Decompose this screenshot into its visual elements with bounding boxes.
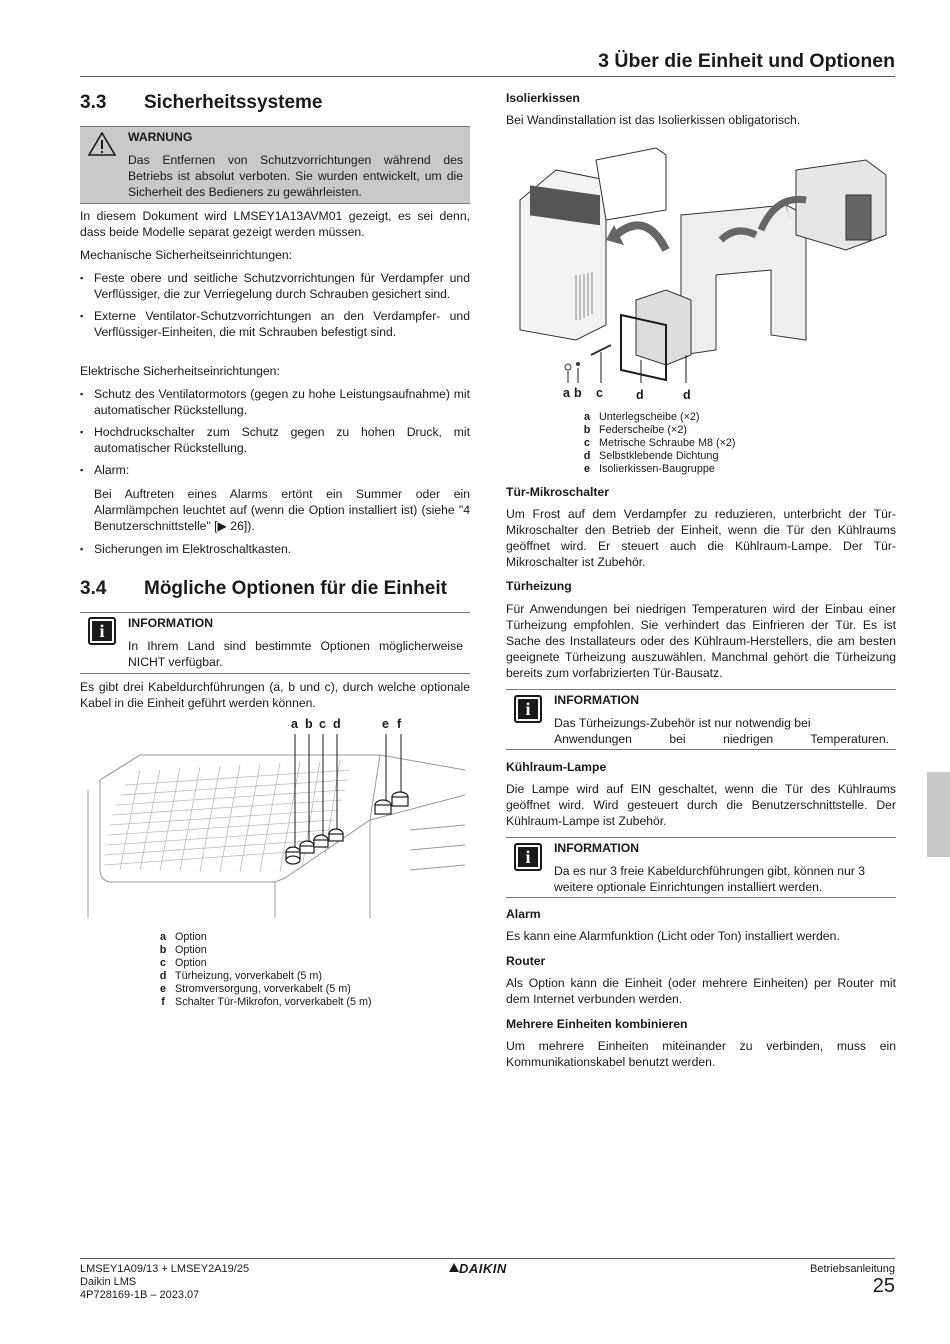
legend-item: b Option bbox=[159, 944, 207, 956]
info-text: Da es nur 3 freie Kabeldurchführungen gibt, können nur 3 weitere optionale Einrichtungen installiert werden. bbox=[554, 864, 865, 894]
isolierkissen-drawing bbox=[506, 140, 896, 390]
isolier-title: Isolierkissen bbox=[506, 91, 580, 105]
isolier-text: Bei Wandinstallation ist das Isolierkissen obligatorisch. bbox=[506, 113, 801, 127]
figure-label: b bbox=[574, 386, 582, 400]
list-item: ▪ Schutz des Ventilatormotors (gegen zu hohe Leistungsaufnahme) mit automatischer Rückstellung. bbox=[80, 386, 470, 418]
figure-label: f bbox=[397, 717, 402, 731]
legend-item: e Stromversorgung, vorverkabelt (5 m) bbox=[159, 983, 351, 995]
warning-icon bbox=[88, 132, 116, 156]
figure-label: c bbox=[596, 386, 603, 400]
page-header-title: 3 Über die Einheit und Optionen bbox=[598, 50, 895, 72]
footer-model: LMSEY1A09/13 + LMSEY2A19/25 bbox=[80, 1263, 250, 1275]
info-title: INFORMATION bbox=[128, 616, 214, 630]
info-icon: i bbox=[88, 617, 116, 645]
isolier-legend bbox=[579, 411, 736, 476]
info-box bbox=[80, 612, 470, 674]
alarm-text: Es kann eine Alarmfunktion (Licht oder Ton) installiert werden. bbox=[506, 929, 840, 943]
options-intro: Es gibt drei Kabeldurchführungen (a, b und c), durch welche optionale Kabel in die Einheit geführt werden können. bbox=[80, 680, 470, 710]
section-3-3-heading bbox=[80, 91, 323, 115]
figure-label: c bbox=[319, 717, 326, 731]
mech-title: Mechanische Sicherheitseinrichtungen: bbox=[80, 248, 293, 262]
tuerheizung-title: Türheizung bbox=[506, 579, 572, 593]
legend-item: b Federscheibe (×2) bbox=[583, 424, 687, 436]
elec-title: Elektrische Sicherheitseinrichtungen: bbox=[80, 364, 280, 378]
lampe-text: Die Lampe wird auf EIN geschaltet, wenn die Tür des Kühlraums geöffnet wird. Wird gesteuert durch die Benutzerschnittstelle. Der Kühlraum-Lampe ist Zubehör. bbox=[506, 782, 896, 828]
info-icon: i bbox=[514, 695, 542, 723]
elec-list bbox=[80, 386, 470, 484]
header-rule bbox=[80, 76, 895, 77]
legend-item: e Isolierkissen-Baugruppe bbox=[583, 463, 715, 475]
figure-label: b bbox=[305, 717, 313, 731]
info-text: Das Türheizungs-Zubehör ist nur notwendig bei Anwendungen bei niedrigen Temperaturen. bbox=[554, 716, 889, 746]
legend-item: c Metrische Schraube M8 (×2) bbox=[583, 437, 736, 449]
lampe-title: Kühlraum-Lampe bbox=[506, 760, 607, 774]
list-item: ▪ Feste obere und seitliche Schutzvorrichtungen für Verdampfer und Verflüssiger, die zur Verriegelung durch Schrauben gesichert sind. bbox=[80, 270, 470, 302]
legend-item: d Selbstklebende Dichtung bbox=[583, 450, 719, 462]
info-box bbox=[506, 837, 896, 898]
figure-label: d bbox=[333, 717, 341, 731]
daikin-logo-icon bbox=[449, 1263, 459, 1272]
tuerheizung-text: Für Anwendungen bei niedrigen Temperaturen wird der Einbau einer Türheizung empfohlen. Sie verhindert das Einfrieren der Tür. Es ist Sache des Installateurs oder des Kühlraum-Herstellers, die am besten geeignete Türheizung auszuwählen. Manchmal gehört die Türheizung bereits zum vorfabrizierten Tür-Bausatz. bbox=[506, 602, 896, 680]
info-box bbox=[506, 689, 896, 750]
figure-label: e bbox=[382, 717, 389, 731]
footer-doc-type: Betriebsanleitung bbox=[809, 1263, 895, 1275]
cable-gland-legend bbox=[155, 931, 372, 1009]
legend-item: c Option bbox=[159, 957, 207, 969]
alarm-title: Alarm bbox=[506, 907, 541, 921]
cable-gland-figure bbox=[80, 716, 470, 921]
legend-item: d Türheizung, vorverkabelt (5 m) bbox=[159, 970, 323, 982]
router-title: Router bbox=[506, 954, 546, 968]
legend-item: a Option bbox=[159, 931, 207, 943]
figure-label: d bbox=[636, 388, 644, 402]
section-number: 3.3 bbox=[80, 92, 107, 113]
info-title: INFORMATION bbox=[554, 693, 640, 707]
info-title: INFORMATION bbox=[554, 841, 640, 855]
list-item: ▪ Sicherungen im Elektroschaltkasten. bbox=[80, 541, 470, 557]
list-item: ▪ Hochdruckschalter zum Schutz gegen zu hohen Druck, mit automatischer Rückstellung. bbox=[80, 424, 470, 456]
warning-box bbox=[80, 126, 470, 204]
list-item: ▪ Externe Ventilator-Schutzvorrichtungen an den Verdampfer- und Verflüssiger-Einheiten, die mit Schrauben befestigt sind. bbox=[80, 308, 470, 340]
footer-docnum: 4P728169-1B – 2023.07 bbox=[80, 1289, 200, 1301]
intro-paragraph: In diesem Dokument wird LMSEY1A13AVM01 gezeigt, es sei denn, dass beide Modelle separat gezeigt werden müssen. bbox=[80, 209, 470, 239]
tuer-mikro-title: Tür-Mikroschalter bbox=[506, 485, 609, 499]
warning-text: Das Entfernen von Schutzvorrichtungen während des Betriebs ist absolut verboten. Sie wurden entwickelt, um die Sicherheit des Bedieners zu gewährleisten. bbox=[128, 153, 463, 199]
section-title: Sicherheitssysteme bbox=[144, 92, 323, 113]
footer-left bbox=[80, 1263, 249, 1302]
page-number: 25 bbox=[872, 1275, 895, 1297]
section-title: Mögliche Optionen für die Einheit bbox=[144, 578, 447, 599]
footer-product: Daikin LMS bbox=[80, 1276, 137, 1288]
mehrere-text: Um mehrere Einheiten miteinander zu verbinden, muss ein Kommunikationskabel benutzt werden. bbox=[506, 1039, 896, 1069]
list-item: ▪ Alarm: bbox=[80, 462, 470, 478]
figure-label: d bbox=[683, 388, 691, 402]
fuse-list bbox=[80, 541, 470, 563]
chapter-tab bbox=[927, 772, 950, 857]
figure-label: a bbox=[563, 386, 570, 400]
figure-label: a bbox=[291, 717, 298, 731]
section-number: 3.4 bbox=[80, 578, 107, 599]
isolier-figure bbox=[506, 140, 896, 405]
info-icon: i bbox=[514, 843, 542, 871]
info-text: In Ihrem Land sind bestimmte Optionen möglicherweise NICHT verfügbar. bbox=[128, 639, 463, 669]
mech-list bbox=[80, 270, 470, 346]
alarm-detail: Bei Auftreten eines Alarms ertönt ein Summer oder ein Alarmlämpchen leuchtet auf (wenn die Option installiert ist) (siehe "4 Benutzerschnittstelle" [▶ 26]). bbox=[94, 487, 470, 533]
mehrere-title: Mehrere Einheiten kombinieren bbox=[506, 1017, 688, 1031]
tuer-mikro-text: Um Frost auf dem Verdampfer zu reduzieren, unterbricht der Tür-Mikroschalter den Betrieb der Einheit, wenn die Tür den Kühlraums geöffnet wird. Er steuert auch die Kühlraum-Lampe. Der Tür-Mikroschalter ist Zubehör. bbox=[506, 507, 896, 569]
brand-logo: DAIKIN bbox=[459, 1261, 507, 1276]
footer-rule bbox=[80, 1258, 895, 1259]
legend-item: a Unterlegscheibe (×2) bbox=[583, 411, 700, 423]
unit-top-drawing bbox=[80, 730, 470, 920]
section-3-4-heading bbox=[80, 577, 447, 601]
router-text: Als Option kann die Einheit (oder mehrere Einheiten) per Router mit dem Internet verbunden werden. bbox=[506, 976, 896, 1006]
legend-item: f Schalter Tür-Mikrofon, vorverkabelt (5 m) bbox=[161, 996, 372, 1008]
warning-title: WARNUNG bbox=[128, 130, 193, 144]
